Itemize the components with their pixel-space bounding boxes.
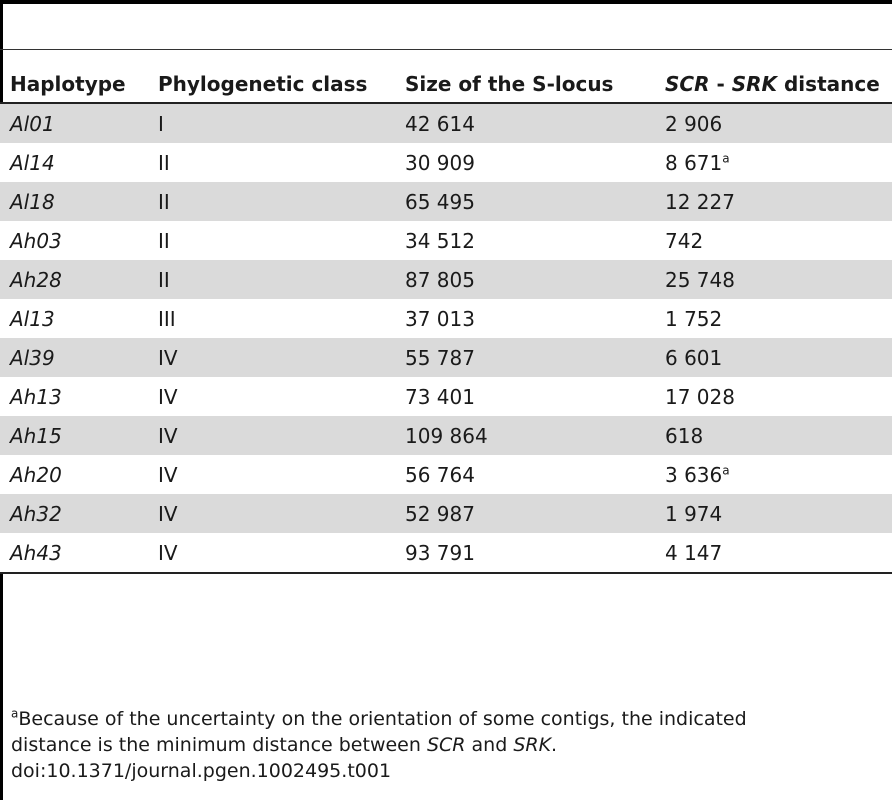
table-footnote [11,706,891,784]
cell-size: 87 805 [395,260,651,299]
table-row [0,416,892,455]
cell-distance [651,455,892,494]
distance-value: 25 748 [665,267,735,292]
cell-size: 42 614 [395,103,651,143]
table-row [0,221,892,260]
cell-phylogenetic-class: IV [148,377,395,416]
table-row [0,299,892,338]
cell-phylogenetic-class: IV [148,455,395,494]
footnote-line-1 [11,706,891,732]
cell-haplotype: Ah32 [0,494,148,533]
header-phylogenetic-class: Phylogenetic class [148,66,395,103]
table-row [0,533,892,573]
cell-haplotype: Ah15 [0,416,148,455]
cell-haplotype: Ah03 [0,221,148,260]
cell-size: 93 791 [395,533,651,573]
footnote-marker: a [722,462,730,477]
cell-phylogenetic-class: II [148,143,395,182]
table-container [0,66,892,574]
table-row [0,338,892,377]
footnote-and: and [465,734,514,756]
cell-size: 73 401 [395,377,651,416]
header-distance [651,66,892,103]
cell-distance [651,182,892,221]
cell-haplotype: Ah20 [0,455,148,494]
header-haplotype: Haplotype [0,66,148,103]
distance-value: 12 227 [665,189,735,214]
distance-value: 4 147 [665,540,723,565]
distance-value: 618 [665,423,704,448]
cell-size: 65 495 [395,182,651,221]
cell-distance [651,143,892,182]
cell-phylogenetic-class: IV [148,533,395,573]
footnote-line-2 [11,732,891,758]
distance-value: 1 752 [665,306,723,331]
cell-distance [651,494,892,533]
cell-phylogenetic-class: II [148,260,395,299]
cell-distance [651,377,892,416]
cell-haplotype: Al01 [0,103,148,143]
cell-phylogenetic-class: IV [148,416,395,455]
cell-distance [651,533,892,573]
cell-size: 37 013 [395,299,651,338]
cell-haplotype: Al39 [0,338,148,377]
distance-value: 742 [665,228,704,253]
table-row [0,494,892,533]
footnote-marker: a [722,150,730,165]
cell-distance [651,103,892,143]
cell-size: 30 909 [395,143,651,182]
table-body [0,103,892,573]
haplotype-table [0,66,892,574]
header-size: Size of the S-locus [395,66,651,103]
distance-value: 3 636 [665,462,723,487]
cell-haplotype: Ah28 [0,260,148,299]
footnote-scr: SCR [426,734,466,756]
footnote-text-1: Because of the uncertainty on the orientation of some contigs, the indicated [18,708,747,730]
cell-haplotype: Al13 [0,299,148,338]
footnote-marker: a [11,706,19,721]
top-border-rule [0,0,892,4]
cell-phylogenetic-class: IV [148,494,395,533]
cell-distance [651,338,892,377]
header-row [0,66,892,103]
cell-distance [651,299,892,338]
table-row [0,260,892,299]
footnote-text-2: distance is the minimum distance between [11,734,427,756]
distance-value: 1 974 [665,501,723,526]
doi-line: doi:10.1371/journal.pgen.1002495.t001 [11,760,392,782]
header-dash: - [709,72,732,96]
header-distance-word: distance [777,72,880,96]
distance-value: 17 028 [665,384,735,409]
footnote-period: . [551,734,558,756]
cell-distance [651,416,892,455]
cell-distance [651,221,892,260]
table-row [0,103,892,143]
cell-size: 52 987 [395,494,651,533]
distance-value: 2 906 [665,111,723,136]
caption-separator-rule [0,49,892,50]
table-row [0,182,892,221]
cell-size: 34 512 [395,221,651,260]
cell-phylogenetic-class: I [148,103,395,143]
table-row [0,455,892,494]
cell-distance [651,260,892,299]
header-scr: SCR [665,72,710,96]
table-row [0,377,892,416]
cell-haplotype: Al18 [0,182,148,221]
distance-value: 8 671 [665,150,723,175]
cell-size: 55 787 [395,338,651,377]
cell-phylogenetic-class: II [148,221,395,260]
cell-haplotype: Al14 [0,143,148,182]
cell-haplotype: Ah43 [0,533,148,573]
cell-size: 56 764 [395,455,651,494]
cell-haplotype: Ah13 [0,377,148,416]
cell-phylogenetic-class: III [148,299,395,338]
table-row [0,143,892,182]
header-srk: SRK [731,72,778,96]
footnote-srk: SRK [513,734,552,756]
cell-phylogenetic-class: II [148,182,395,221]
cell-size: 109 864 [395,416,651,455]
distance-value: 6 601 [665,345,723,370]
cell-phylogenetic-class: IV [148,338,395,377]
